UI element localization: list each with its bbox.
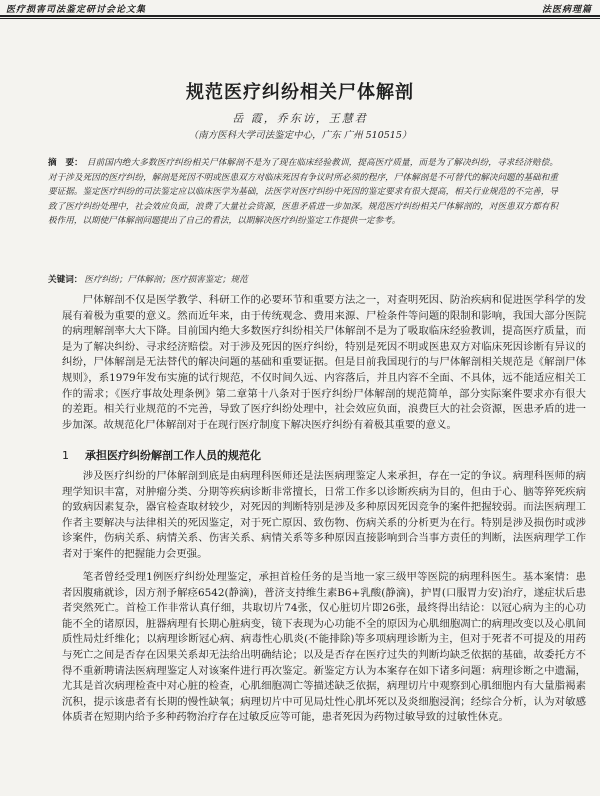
body-paragraph-intro: 尸体解剖不仅是医学教学、科研工作的必要环节和重要方法之一，对查明死因、防治疾病和促进医学科学的发展有着极为重要的意义。然而近年来，由于传统观念、费用来源、尸检条件等问题的限制和影响，我国大部分医院的病理解剖率大大下降。目前国内绝大多数医疗纠纷相关尸体解剖不是为了吸取临床经验教训，提高医疗质量，而是为了解决纠纷、寻求经济赔偿。对于涉及死因的医疗纠纷，特别是死因不明或医患双方对临床死因诊断有异议的纠纷，尸体解剖是无法替代的解决问题的基础和重要证据。但是目前我国现行的与尸体解剖相关规范是《解剖尸体规则》，系1979年发布实施的试行规范，不仅时间久远、内容落后，并且内容不全面、不具体，远不能适应相关工作的需求；《医疗事故处理条例》第二章第十八条对于医疗纠纷尸体解剖的规范简单，部分实际案件要求亦有很大的差距。相关行业规范的不完善，导致了医疗纠纷处理中，社会效应负面，浪费巨大的社会资源，医患矛盾的进一步加深。故规范化尸体解剖对于在现行医疗制度下解决医疗纠纷有着极其重要的意义。 bbox=[62, 294, 586, 431]
section-number: 1 bbox=[62, 449, 69, 462]
running-head-left: 医疗损害司法鉴定研讨会论文集 bbox=[6, 5, 147, 15]
article-authors: 岳 霞，乔东访，王慧君 bbox=[232, 112, 368, 125]
header-rule-thin bbox=[0, 18, 600, 19]
keywords bbox=[48, 273, 558, 287]
abstract bbox=[48, 156, 558, 229]
abstract-text: 目前国内绝大多数医疗纠纷相关尸体解剖不是为了现在临床经验教训，提高医疗质量，而是为了解决纠纷，寻求经济赔偿。对于涉及死因的医疗纠纷，解剖是死因不明或医患双方对临床死因有争议时所必须的程序，尸体解剖是不可替代的解决问题的基础和重要证据。鉴定医疗纠纷的司法鉴定应以临床医学为基础，法医学对医疗纠纷中死因的鉴定要求有很大提高，相关行业规范的不完善，导致了医疗纠纷处理中，社会效应负面，浪费了大量社会资源，医患矛盾进一步加深。规范医疗纠纷相关尸体解剖的，对医患双方都有积极作用，以期使尸体解剖问题提出了自己的看法，以期解决医疗纠纷鉴定工作提供一定参考。 bbox=[48, 158, 558, 227]
running-head bbox=[0, 0, 600, 16]
article-affiliation: （南方医科大学司法鉴定中心，广东 广州 510515） bbox=[188, 130, 412, 141]
keywords-text: 医疗纠纷；尸体解剖；医疗损害鉴定；规范 bbox=[84, 275, 248, 285]
keywords-label: 关键词： bbox=[48, 275, 83, 285]
body-paragraph-personnel: 涉及医疗纠纷的尸体解剖到底是由病理科医师还是法医病理鉴定人来承担，存在一定的争议。病理科医师的病理学知识丰富，对肿瘤分类、分期等疾病诊断非常擅长，日常工作多以诊断疾病为目的，但由于心、脑等猝死疾病的致病因素复杂，器官检查取材较少，对死因的判断特别是涉及多种原因死因竞争的案件把握较弱。而法医病理工作者主要解决与法律相关的死因鉴定，对于死亡原因、致伤物、伤病关系的分析更为在行。特别是涉及损伤时或涉诊案件，伤病关系、病情关系、伤害关系、病情关系等多种原因直接影响到合当事方责任的判断，法医病理学工作者对于案件的把握能力会更强。 bbox=[62, 470, 586, 560]
section-title: 承担医疗纠纷解剖工作人员的规范化 bbox=[85, 449, 261, 462]
section-heading-1 bbox=[62, 447, 586, 463]
header-rule bbox=[0, 15, 600, 17]
body-paragraph-case: 笔者曾经受理1例医疗纠纷处理鉴定，承担首检任务的是当地一家三级甲等医院的病理科医生。基本案情：患者因腹痛就诊，因方剂予解痉6542(静滴)，普济支持维生素B6+乳酸(静滴)，护胃(口服胃力安)治疗，遂症状后患者突然死亡。首检工作非常认真仔细，共取切片74张，仅心脏切片即26张，最终得出结论：以冠心病为主的心功能不全的诸原因，脏器病理有长期心脏病变，镜下表现为心功能不全的原因为心肌细胞凋亡的病理改变以及心肌间质性局灶纤维化；以病理诊断冠心病、病毒性心肌炎(不能排除)等多项病理诊断为主，但对于死者不可提及的用药与死亡之间是否存在因果关系却无法给出明确结论；以及是否存在医疗过失的判断均缺乏依据的基础，故委托方不得不重新聘请法医病理鉴定人对该案件进行再次鉴定。新鉴定方认为本案存在如下诸多问题：病理诊断之中遗漏，尤其是首次病理检查中对心脏的检查，心肌细胞凋亡等描述缺乏依据，病理切片中观察到心肌细胞内有大量脂褐素沉积，提示该患者有长期的慢性缺氧；病理切片中可见局灶性心肌坏死以及炎细胞浸润；经综合分析，认为对敏感体质者在短期内给予多种药物治疗存在过敏反应等可能，患者死因为药物过敏导致的过敏性休克。 bbox=[62, 571, 586, 724]
abstract-label: 摘 要： bbox=[48, 158, 83, 168]
article-title: 规范医疗纠纷相关尸体解剖 bbox=[186, 82, 414, 104]
running-head-right: 法医病理篇 bbox=[541, 5, 592, 15]
